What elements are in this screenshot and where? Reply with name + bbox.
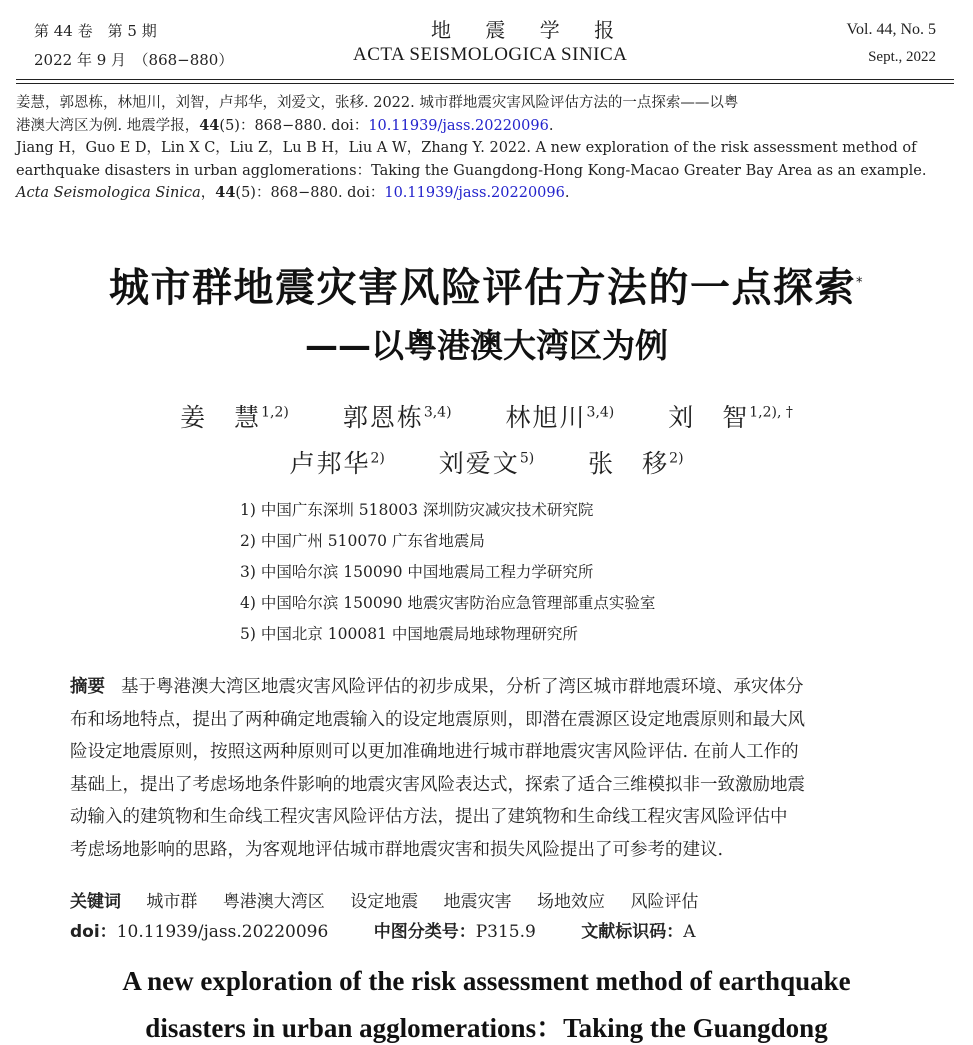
citation-cn-line2: 港澳大湾区为例. 地震学报，44(5)：868−880. doi：10.11939/jass.20220096. xyxy=(16,116,554,134)
citation-en-line2: earthquake disasters in urban agglomerations：Taking the Guangdong-Hong Kong-Macao Greater Bay Area as an example. xyxy=(16,162,927,179)
author-line-2 xyxy=(0,444,973,480)
citation-en-line3: Acta Seismologica Sinica，44(5)：868−880. doi：10.11939/jass.20220096. xyxy=(16,184,570,201)
citation-cn-volume: 44 xyxy=(199,116,220,134)
date-en: Sept., 2022 xyxy=(868,49,936,65)
english-title-line1: A new exploration of the risk assessment method of earthquake xyxy=(122,966,851,996)
keyword: 风险评估 xyxy=(630,892,699,912)
doi-classification-row xyxy=(70,917,696,942)
date-pages: 2022 年 9 月 （868−880） xyxy=(34,51,234,69)
journal-name-cn: 地 震 学 报 xyxy=(431,18,629,42)
english-title-line2: disasters in urban agglomerations：Taking the Guangdong xyxy=(145,1013,828,1043)
abstract-line: 基础上，提出了考虑场地条件影响的地震灾害风险表达式，探索了适合三维模拟非一致激励地震 xyxy=(70,774,805,795)
title-footnote-mark: * xyxy=(856,275,864,291)
citation-en-doi-link[interactable]: 10.11939/jass.20220096 xyxy=(384,185,565,201)
clc-value: P315.9 xyxy=(475,922,536,942)
volume-issue: 第 44 卷 第 5 期 xyxy=(34,22,157,40)
author-line-1 xyxy=(0,398,973,434)
affiliation-5: 5) 中国北京 100081 中国地震局地球物理研究所 xyxy=(240,625,578,643)
affiliation-3: 3) 中国哈尔滨 150090 中国地震局工程力学研究所 xyxy=(240,563,594,581)
journal-name-en: ACTA SEISMOLOGICA SINICA xyxy=(353,44,628,65)
abstract-line: 动输入的建筑物和生命线工程灾害风险评估方法，提出了建筑物和生命线工程灾害风险评估中 xyxy=(70,807,788,827)
author-lin-xuchuan: 林旭川$^{3,4)}$ xyxy=(505,403,615,432)
abstract-line: 考虑场地影响的思路，为客观地评估城市群地震灾害和损失风险提出了可参考的建议. xyxy=(70,839,724,860)
affiliation-4: 4) 中国哈尔滨 150090 地震灾害防治应急管理部重点实验室 xyxy=(240,594,656,612)
clc-label: 中图分类号： xyxy=(373,922,476,942)
doi-label: doi： xyxy=(70,922,117,942)
abstract-line: 险设定地震原则，按照这两种原则可以更加准确地进行城市群地震灾害风险评估. 在前人工作的 xyxy=(70,742,799,762)
affiliation-1: 1) 中国广东深圳 518003 深圳防灾减灾技术研究院 xyxy=(240,501,594,519)
keyword: 场地效应 xyxy=(537,892,606,912)
paper-title: 城市群地震灾害风险评估方法的一点探索* xyxy=(109,265,864,311)
keywords xyxy=(70,887,718,912)
author-guo-endong: 郭恩栋$^{3,4)}$ xyxy=(342,403,452,432)
citation-cn-line1: 姜慧，郭恩栋，林旭川，刘智，卢邦华，刘爱文，张移. 2022. 城市群地震灾害风险评估方法的一点探索——以粤 xyxy=(16,95,739,111)
header-rule-thin xyxy=(16,83,954,84)
abstract-line: 摘要 基于粤港澳大湾区地震灾害风险评估的初步成果，分析了湾区城市群地震环境、承灾体分 xyxy=(70,677,804,697)
keywords-label: 关键词 xyxy=(70,892,121,912)
keyword: 城市群 xyxy=(146,892,198,912)
author-liu-aiwen: 刘爱文$^{5)}$ xyxy=(438,449,535,478)
keyword: 粤港澳大湾区 xyxy=(222,892,325,912)
volume-en: Vol. 44, No. 5 xyxy=(846,21,936,38)
doc-code-label: 文献标识码： xyxy=(581,922,684,942)
header-rule-thick xyxy=(16,79,954,80)
citation-en-volume: 44 xyxy=(215,184,236,201)
citation-en-journal: Acta Seismologica Sinica xyxy=(16,185,201,201)
paper-subtitle: ——以粤港澳大湾区为例 xyxy=(305,326,668,365)
affiliation-2: 2) 中国广州 510070 广东省地震局 xyxy=(240,532,485,550)
citation-en-line1: Jiang H，Guo E D，Lin X C，Liu Z，Lu B H，Liu A W，Zhang Y. 2022. A new exploration of the risk assessment method of xyxy=(16,140,917,156)
citation-block xyxy=(16,92,956,205)
citation-cn-doi-link[interactable]: 10.11939/jass.20220096 xyxy=(368,117,549,134)
author-zhang-yi: 张 移$^{2)}$ xyxy=(588,449,684,478)
doc-code-value: A xyxy=(683,922,696,942)
abstract xyxy=(70,671,902,866)
abstract-line: 布和场地特点，提出了两种确定地震输入的设定地震原则，即潜在震源区设定地震原则和最大风 xyxy=(70,709,805,730)
doi-value: 10.11939/jass.20220096 xyxy=(116,922,329,942)
author-liu-zhi: 刘 智$^{1,2), \dagger}$ xyxy=(668,403,793,432)
author-lu-banghua: 卢邦华$^{2)}$ xyxy=(289,449,385,478)
keyword: 地震灾害 xyxy=(443,892,512,912)
abstract-label: 摘要 xyxy=(70,677,105,697)
author-jiang-hui: 姜 慧$^{1,2)}$ xyxy=(180,403,289,432)
keyword: 设定地震 xyxy=(350,892,419,912)
